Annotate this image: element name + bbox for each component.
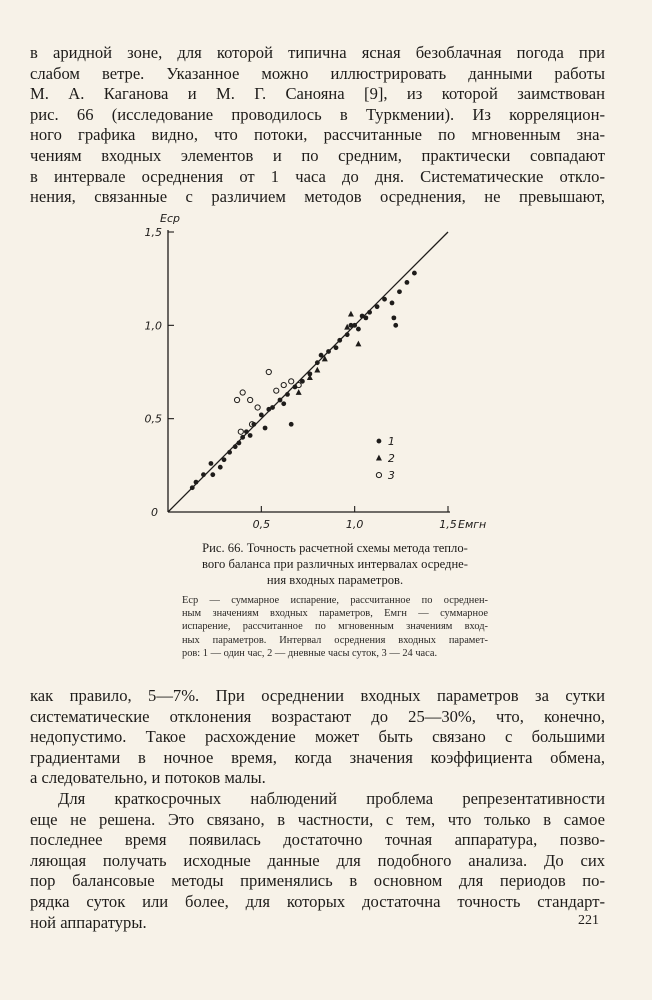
- text-line: еще не решена. Это связано, в частности, с тем, что только в самое: [30, 809, 605, 829]
- origin-label: 0: [151, 506, 158, 519]
- data-point-series-1: [405, 280, 410, 285]
- data-point-series-1: [289, 422, 294, 427]
- data-point-series-1: [244, 429, 249, 434]
- data-point-series-1: [345, 332, 350, 337]
- data-point-series-2: [314, 367, 320, 373]
- data-point-series-1: [218, 465, 223, 470]
- legend-text-line: Eср — суммарное испарение, рассчитанное по осреднен-: [182, 595, 488, 606]
- data-point-series-1: [190, 485, 195, 490]
- data-point-series-1: [315, 360, 320, 365]
- data-point-series-1: [209, 461, 214, 466]
- page-number: 221: [578, 913, 599, 928]
- body-paragraph-top: [30, 43, 605, 208]
- data-point-series-1: [281, 401, 286, 406]
- text-line: Для краткосрочных наблюдений проблема репрезентативности: [58, 788, 605, 808]
- data-point-series-1: [349, 323, 354, 328]
- data-point-series-2: [348, 311, 354, 317]
- text-line: ной аппаратуры.: [30, 912, 147, 932]
- data-point-series-2: [307, 374, 313, 380]
- text-line: а следовательно, и потоков малы.: [30, 768, 266, 788]
- text-line: ляющая получать исходные данные для подобного анализа. До сих: [30, 850, 605, 870]
- data-point-series-3: [248, 397, 253, 402]
- figure-caption: [182, 541, 488, 588]
- legend-text-line: ных параметров. Интервал осреднения входных парамет-: [182, 634, 488, 646]
- chart-marks: [168, 232, 448, 512]
- text-line: градиентами в ночное время, когда значения коэффициента обмена,: [30, 747, 605, 767]
- data-point-series-1: [356, 327, 361, 332]
- data-point-series-1: [194, 480, 199, 485]
- text-line: как правило, 5—7%. При осреднении входных параметров за сутки: [30, 686, 605, 705]
- legend-marker-3: [376, 472, 381, 477]
- caption-line: ния входных параметров.: [266, 572, 404, 587]
- data-point-series-1: [367, 310, 372, 315]
- legend-marker-1: [377, 439, 382, 444]
- y-tick-label: 1,0: [144, 319, 162, 333]
- data-point-series-1: [201, 472, 206, 477]
- legend-text-line: ным значениям входных параметров, Eмгн — суммарное: [182, 608, 488, 620]
- data-point-series-1: [412, 271, 417, 276]
- data-point-series-1: [390, 301, 395, 306]
- data-point-series-1: [326, 349, 331, 354]
- data-point-series-3: [255, 405, 260, 410]
- chart-legend: [376, 435, 395, 482]
- x-tick-label: 1,0: [345, 518, 364, 531]
- data-point-series-1: [266, 407, 271, 412]
- data-point-series-1: [259, 413, 264, 418]
- data-point-series-3: [240, 390, 245, 395]
- data-point-series-1: [393, 323, 398, 328]
- text-line: ного графика видно, что потоки, рассчитанные по мгновенным зна-: [30, 125, 605, 145]
- data-point-series-1: [233, 444, 238, 449]
- caption-line: вого баланса при различных интервалах осредне-: [202, 556, 468, 571]
- data-point-series-1: [240, 435, 245, 440]
- data-point-series-1: [382, 297, 387, 302]
- data-point-series-1: [334, 345, 339, 350]
- data-point-series-3: [281, 382, 286, 387]
- scatter-chart-figure-66: [120, 210, 520, 540]
- text-line: последнее время появилась достаточно точная аппаратура, позво-: [30, 830, 605, 850]
- x-axis-label: Eмгн: [458, 518, 487, 531]
- data-point-series-3: [274, 388, 279, 393]
- y-tick-label: 1,5: [144, 226, 162, 239]
- data-point-series-3: [296, 382, 301, 387]
- data-point-series-1: [210, 472, 215, 477]
- text-line: пор балансовые методы применялись в основном для периодов по-: [30, 871, 605, 891]
- y-tick-label: 0,5: [144, 412, 162, 426]
- text-line: нения, связанные с различием методов осреднения, не превышают,: [30, 187, 605, 207]
- text-line: систематические отклонения возрастают до 25—30%, что, конечно,: [30, 706, 605, 726]
- text-line: рядка суток или более, для которых достаточна точность стандарт-: [30, 891, 605, 911]
- y-axis-label: Eср: [160, 212, 180, 225]
- body-paragraph-bottom: [30, 686, 605, 933]
- data-point-series-1: [285, 392, 290, 397]
- legend-label-2: 2: [387, 452, 395, 466]
- data-point-series-1: [391, 315, 396, 320]
- legend-text-line: испарение, рассчитанное по мгновенным значениям вход-: [182, 621, 488, 633]
- legend-marker-2: [376, 455, 382, 461]
- data-point-series-1: [319, 353, 324, 358]
- data-point-series-1: [278, 398, 283, 403]
- data-point-series-3: [234, 397, 239, 402]
- text-line: чениям входных элементов и по средним, практически совпадают: [30, 145, 605, 165]
- data-point-series-3: [238, 429, 243, 434]
- text-line: в интервале осреднения от 1 часа до дня. Систематические откло-: [30, 166, 605, 186]
- caption-line: Рис. 66. Точность расчетной схемы метода тепло-: [202, 541, 468, 555]
- data-point-series-1: [248, 433, 253, 438]
- legend-text-line: ров: 1 — один час, 2 — дневные часы суток, 3 — 24 часа.: [182, 647, 438, 659]
- text-line: недопустимо. Такое расхождение может быть связано с большими: [30, 727, 605, 747]
- data-point-series-2: [355, 341, 361, 347]
- legend-label-3: 3: [387, 469, 395, 483]
- text-line: рис. 66 (исследование проводилось в Туркмении). Из корреляцион-: [30, 104, 605, 124]
- text-line: в аридной зоне, для которой типична ясная безоблачная погода при: [30, 43, 605, 62]
- figure-legend-text: [182, 594, 488, 660]
- data-point-series-3: [266, 369, 271, 374]
- data-point-series-1: [263, 426, 268, 431]
- data-point-series-1: [237, 441, 242, 446]
- data-point-series-1: [363, 315, 368, 320]
- data-point-series-3: [289, 379, 294, 384]
- data-point-series-1: [397, 289, 402, 294]
- data-point-series-1: [375, 304, 380, 309]
- data-point-series-1: [337, 338, 342, 343]
- data-point-series-1: [222, 457, 227, 462]
- x-tick-label: 1,5: [439, 518, 457, 531]
- x-tick-label: 0,5: [252, 518, 271, 531]
- data-point-series-1: [227, 450, 232, 455]
- text-line: слабом ветре. Указанное можно иллюстрировать данными работы: [30, 63, 605, 83]
- one-to-one-line: [168, 232, 448, 512]
- legend-label-1: 1: [387, 435, 395, 449]
- data-point-series-2: [296, 389, 302, 395]
- text-line: М. А. Каганова и М. Г. Санояна [9], из которой заимствован: [30, 84, 605, 104]
